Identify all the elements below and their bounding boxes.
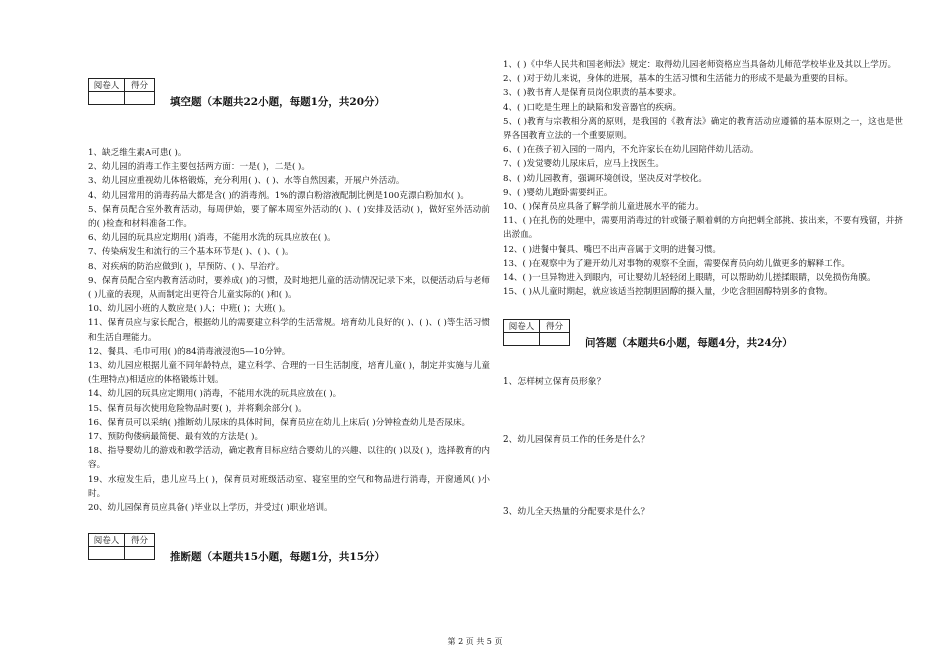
answer-space[interactable] bbox=[503, 389, 903, 433]
question-item: 2、幼儿园的消毒工作主要包括两方面：一是( )，二是( )。 bbox=[88, 162, 310, 173]
reviewer-cell[interactable] bbox=[89, 92, 125, 105]
qa-section-header bbox=[503, 319, 903, 349]
question-item: 1、怎样树立保育员形象？ bbox=[503, 377, 606, 388]
question-item: 3、( )教书育人是保育员岗位职责的基本要求。 bbox=[503, 88, 682, 99]
fill-section-title: 填空题（本题共22小题，每题1分，共20分） bbox=[170, 96, 386, 108]
question-item: 3、幼儿园应重视幼儿体格锻炼，充分利用( )、( )、水等自然因素，开展户外活动。 bbox=[88, 176, 405, 187]
question-item: 9、保育员配合室内教育活动时，要养成( )的习惯，及时地把儿童的活动情况记录下来，以便活动后与老师( )儿童的表现，从而制定出更符合儿童实际的( )和( )。 bbox=[88, 275, 490, 301]
question-item: 13、( )在观察中为了避开幼儿对事物的观察不全面，需要保育员向幼儿做更多的解释工作。 bbox=[503, 258, 850, 269]
score-box bbox=[88, 533, 155, 560]
score-label: 得分 bbox=[125, 534, 155, 547]
reviewer-cell[interactable] bbox=[504, 333, 540, 346]
score-cell[interactable] bbox=[125, 547, 155, 560]
question-item: 12、餐具、毛巾可用( )的84消毒液浸泡5—10分钟。 bbox=[88, 346, 291, 357]
question-item: 15、保育员每次使用危险物品时要( )，并将剩余部分( )。 bbox=[88, 403, 307, 414]
reviewer-label: 阅卷人 bbox=[504, 320, 540, 333]
question-item: 3、幼儿全天热量的分配要求是什么？ bbox=[503, 507, 650, 518]
question-item: 16、保育员可以采纳( )推断幼儿尿床的具体时间，保育员应在幼儿上床后( )分钟检查幼儿是否尿床。 bbox=[88, 417, 471, 428]
question-item: 1、缺乏维生素A可患( )。 bbox=[88, 148, 187, 158]
judge-section-header bbox=[88, 533, 490, 563]
question-item: 8、( )幼儿园教育，强调环境创设，坚决反对学校化。 bbox=[503, 173, 707, 184]
question-item: 14、( )一旦异物进入到眼内，可让婴幼儿轻轻闭上眼睛，可以帮助幼儿搓揉眼睛，以免损伤角膜。 bbox=[503, 273, 876, 284]
question-item: 18、指导婴幼儿的游戏和教学活动，确定教育目标应结合婴幼儿的兴趣、以往的( )以及( )，选择教育的内容。 bbox=[88, 446, 490, 471]
question-item: 5、保育员配合室外教育活动，每周伊始，要了解本周室外活动的( )、( )安排及活动( )，做好室外活动前的( )检查和材料准备工作。 bbox=[88, 204, 490, 230]
question-item: 6、( )在孩子初入园的一周内，不允许家长在幼儿园陪伴幼儿活动。 bbox=[503, 145, 759, 156]
question-item: 5、( )教育与宗教相分离的原则，是我国的《教育法》确定的教育活动应遵循的基本原则之一，这也是世界各国教育立法的一个重要原则。 bbox=[503, 116, 903, 142]
reviewer-label: 阅卷人 bbox=[89, 79, 125, 92]
question-item: 17、预防佝偻病最简便、最有效的方法是( )。 bbox=[88, 432, 264, 443]
reviewer-cell[interactable] bbox=[89, 547, 125, 560]
page-number: 第 2 页 共 5 页 bbox=[447, 637, 503, 646]
question-item: 15、( )从儿童时期起，就应该适当控制胆固醇的摄入量，少吃含胆固醇特别多的食物。 bbox=[503, 287, 833, 298]
reviewer-label: 阅卷人 bbox=[89, 534, 125, 547]
question-item: 13、幼儿园应根据儿童不同年龄特点，建立科学、合理的一日生活制度，培育儿童( )，制定并实施与儿童(生理特点)相适应的体格锻炼计划。 bbox=[88, 361, 490, 386]
question-item: 10、( )保育员应具备了解学前儿童进展水平的能力。 bbox=[503, 202, 704, 213]
right-column bbox=[503, 58, 903, 519]
question-item: 1、( )《中华人民共和国老师法》规定：取得幼儿园老师资格应当具备幼儿师范学校毕业及其以上学历。 bbox=[503, 60, 897, 70]
question-item: 19、水痘发生后，患儿应马上( )，保育员对班级活动室、寝室里的空气和物品进行消毒，开窗通风( )小时。 bbox=[88, 474, 490, 499]
question-item: 12、( )进餐中餐具、嘴巴不出声音属于文明的进餐习惯。 bbox=[503, 244, 722, 255]
fill-question-list bbox=[88, 146, 490, 515]
question-item: 8、对疾病的防治应做到( )，早预防、( )、早治疗。 bbox=[88, 261, 285, 272]
question-item: 7、传染病发生和流行的三个基本环节是( )、( )、( )。 bbox=[88, 247, 294, 258]
question-item: 7、( )发觉婴幼儿尿床后，应马上找医生。 bbox=[503, 159, 664, 170]
question-item: 11、( )在扎伤的处理中，需要用消毒过的针或镊子顺着刺的方向把刺全部挑、拔出来，不要有残留，并挤出淤血。 bbox=[503, 216, 903, 241]
score-cell[interactable] bbox=[540, 333, 570, 346]
question-item: 10、幼儿园小班的人数应是( )人；中班( )；大班( )。 bbox=[88, 304, 291, 315]
left-column bbox=[88, 78, 490, 563]
question-item: 11、保育员应与家长配合，根据幼儿的需要建立科学的生活常规。培育幼儿良好的( )、( )、( )等生活习惯和生活自理能力。 bbox=[88, 318, 490, 343]
score-label: 得分 bbox=[125, 79, 155, 92]
question-item: 2、幼儿园保育员工作的任务是什么？ bbox=[503, 435, 650, 446]
judge-section-title: 推断题（本题共15小题，每题1分，共15分） bbox=[170, 551, 386, 564]
question-item: 6、幼儿园的玩具应定期用( )消毒，不能用水洗的玩具应放在( )。 bbox=[88, 233, 336, 244]
question-item: 14、幼儿园的玩具应定期用( )消毒，不能用水洗的玩具应放在( )。 bbox=[88, 389, 342, 400]
question-item: 9、( )婴幼儿跑卧需要纠正。 bbox=[503, 187, 613, 198]
qa-question-list bbox=[503, 375, 903, 519]
score-label: 得分 bbox=[540, 320, 570, 333]
question-item: 2、( )对于幼儿来说，身体的进展，基本的生活习惯和生活能力的形成不是最为重要的目标。 bbox=[503, 74, 854, 85]
answer-space[interactable] bbox=[503, 447, 903, 505]
score-box bbox=[88, 78, 155, 105]
question-item: 4、( )口吃是生理上的缺陷和发音器官的疾病。 bbox=[503, 102, 682, 113]
score-box bbox=[503, 319, 570, 346]
fill-section-header bbox=[88, 78, 490, 108]
judge-question-list bbox=[503, 58, 903, 299]
question-item: 20、幼儿园保育员应具备( )毕业以上学历，并受过( )职业培训。 bbox=[88, 503, 333, 514]
question-item: 4、幼儿园常用的消毒药品大都是含( )的消毒剂。1%的漂白粉溶液配制比例是100克漂白粉加水( )。 bbox=[88, 190, 469, 201]
score-cell[interactable] bbox=[125, 92, 155, 105]
qa-section-title: 问答题（本题共6小题，每题4分，共24分） bbox=[585, 337, 793, 350]
